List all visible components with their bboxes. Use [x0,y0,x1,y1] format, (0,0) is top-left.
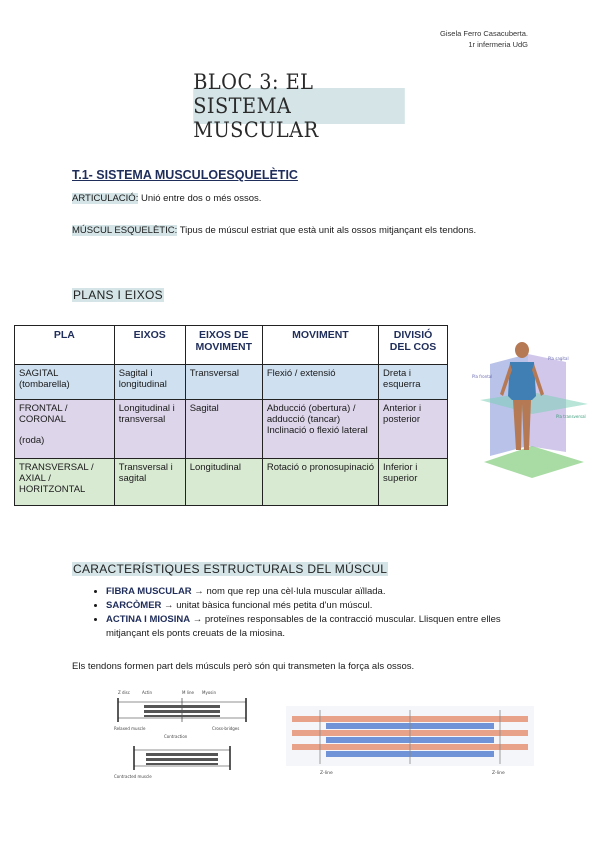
tendons-paragraph: Els tendons formen part dels músculs però són qui transmeten la força als ossos. [72,661,415,672]
label-zline: Z-line [492,771,505,776]
table-header: MOVIMENT [262,326,378,365]
articulacio-paragraph [72,192,527,206]
cell-note: (roda) [19,435,45,446]
table-header: EIXOS DE MOVIMENT [185,326,262,365]
section-heading: T.1- SISTEMA MUSCULOESQUELÈTIC [72,168,298,182]
table-cell: Sagital i longitudinal [114,365,185,400]
relaxed-sarcomere [118,698,246,722]
label-mline: M line [182,690,194,695]
table-header: EIXOS [114,326,185,365]
table-cell: Inferior i superior [379,459,448,506]
label-zdisc: Z disc [118,690,130,695]
table-header-row [15,326,448,365]
table-cell: Longitudinal i transversal [114,400,185,459]
table-header: PLA [15,326,115,365]
anatomical-planes-figure [470,334,594,480]
item-def: → proteïnes responsables de la contracció muscular. Llisquen entre elles mitjançant els ponts creuats de la miosina. [106,614,501,639]
author-name: Gisela Ferro Casacuberta. [440,29,528,38]
figure-head [515,342,529,358]
table-row [15,365,448,400]
item-term: SARCÒMER [106,600,162,611]
table-cell: TRANSVERSAL / AXIAL / HORITZONTAL [15,459,115,506]
label-transversal: Pla transversal [556,414,586,419]
table-cell: Anterior i posterior [379,400,448,459]
cell-text: FRONTAL / CORONAL [19,403,68,425]
structural-heading [72,562,388,576]
item-def: → nom que rep una cèl·lula muscular aïllada. [191,586,386,597]
item-term: FIBRA MUSCULAR [106,586,192,597]
table-cell [15,400,115,459]
label-frontal: Pla frontal [472,374,493,379]
contracted-sarcomere [134,746,230,770]
page-title: BLOC 3: EL SISTEMA MUSCULAR [193,88,405,124]
table-cell: Flexió / extensió [262,365,378,400]
plans-heading [72,288,164,302]
label-sagital: Pla sagital [548,356,569,361]
table-cell: Dreta i esquerra [379,365,448,400]
label-contracted: Contracted muscle [114,774,152,779]
structural-list [90,585,546,641]
actin-myosin-diagram [286,702,534,776]
label-contraction: Contraction [164,734,188,739]
table-header: DIVISIÓ DEL COS [379,326,448,365]
cell-text: Abducció (obertura) / adducció (tancar) [266,403,356,425]
list-item [106,585,546,599]
sarcomere-diagram [112,688,272,780]
structural-heading-text: CARACTERÍSTIQUES ESTRUCTURALS DEL MÚSCUL [73,562,388,576]
table-row [15,459,448,506]
muscul-term: MÚSCUL ESQUELÈTIC: [72,225,178,236]
articulacio-def: Unió entre dos o més ossos. [138,193,262,204]
cell-note: Inclinació o flexió lateral [266,425,368,436]
muscul-def: Tipus de múscul estriat que està unit als ossos mitjançant els tendons. [177,225,477,236]
table-cell: Rotació o pronosupinació [262,459,378,506]
table-cell: SAGITAL (tombarella) [15,365,115,400]
label-actin: Actin [142,690,153,695]
table-cell: Transversal i sagital [114,459,185,506]
muscul-paragraph [72,224,527,238]
table-cell: Longitudinal [185,459,262,506]
list-item [106,599,546,613]
list-item [106,613,546,641]
item-term: ACTINA I MIOSINA [106,614,191,625]
articulacio-term: ARTICULACIÓ: [72,193,139,204]
table-cell [262,400,378,459]
author-course: 1r infermeria UdG [468,40,528,49]
plans-heading-text: PLANS I EIXOS [73,288,163,302]
label-myosin: Myosin [202,690,216,695]
label-zline: Z-line [320,771,333,776]
table-cell: Transversal [185,365,262,400]
table-row [15,400,448,459]
label-crossbridges: Cross-bridges [212,726,240,731]
figure-torso [508,362,536,400]
author-block [440,28,528,50]
table-cell: Sagital [185,400,262,459]
plans-table [14,325,448,506]
item-def: → unitat bàsica funcional més petita d'un múscul. [161,600,373,611]
label-relaxed: Relaxed muscle [114,726,146,731]
